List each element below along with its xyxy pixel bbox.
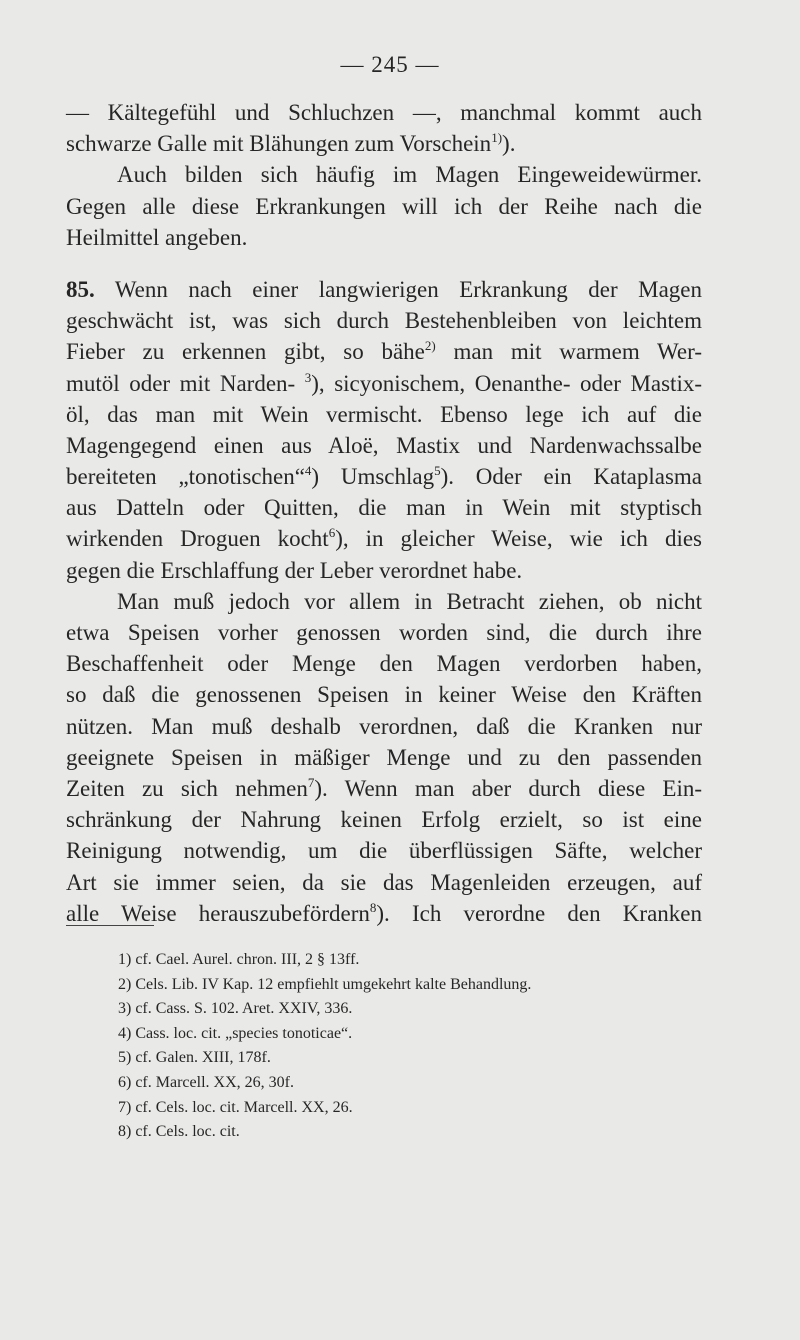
footnote: 7) cf. Cels. loc. cit. Marcell. XX, 26. [118, 1098, 353, 1116]
text-line: etwa Speisen vorher genossen worden sind, die durch ihre [66, 620, 702, 645]
footnote: 8) cf. Cels. loc. cit. [118, 1123, 240, 1141]
footnote: 5) cf. Galen. XIII, 178f. [118, 1049, 271, 1067]
body-text [66, 97, 702, 929]
footnote-ref: 4 [304, 463, 312, 479]
footnote-ref: 1) [491, 130, 503, 146]
footnotes [118, 948, 531, 1145]
footnote-ref: 5 [434, 463, 441, 479]
text-line: wirkenden Droguen kocht$^6$), in gleicher Weise, wie ich dies [66, 525, 702, 552]
text-line: gegen die Erschlaffung der Leber verordnet habe. [66, 557, 523, 583]
footnote-ref: 2) [424, 338, 436, 354]
section-number: 85. [66, 276, 95, 302]
text-line: Art sie immer seien, da sie das Magenleiden erzeugen, auf [66, 869, 702, 895]
text-line: Zeiten zu sich nehmen$^7$). Wenn man aber durch diese Ein- [66, 774, 703, 801]
text-line: Beschaffenheit oder Menge den Magen verdorben haben, [66, 651, 702, 677]
footnote-ref: 8 [369, 899, 377, 915]
footnote: 1) cf. Cael. Aurel. chron. III, 2 § 13ff. [118, 951, 360, 968]
footnote: 2) Cels. Lib. IV Kap. 12 empfiehlt umgekehrt kalte Behandlung. [118, 975, 532, 993]
text-line: nützen. Man muß deshalb verordnen, daß die Kranken nur [66, 713, 702, 739]
footnote-ref: 3 [304, 369, 312, 385]
text-line: bereiteten „tonotischen“$^4$) Umschlag$^5$). Oder ein Kataplasma [66, 463, 702, 490]
footnote: 6) cf. Marcell. XX, 26, 30f. [118, 1073, 294, 1091]
text-line: aus Datteln oder Quitten, die man in Wein mit styptisch [66, 495, 702, 521]
text-line: Auch bilden sich häufig im Magen Eingeweidewürmer. [117, 162, 702, 188]
text-line: öl, das man mit Wein vermischt. Ebenso lege ich auf die [66, 401, 702, 427]
text-line: Magengegend einen aus Aloë, Mastix und Nardenwachssalbe [66, 432, 702, 458]
footnote-ref: 7 [307, 774, 315, 790]
text-line: 85. Wenn nach einer langwierigen Erkrankung der Magen [66, 276, 702, 302]
text-line: alle Weise herauszubefördern$^8$). Ich verordne den Kranken [66, 899, 702, 926]
text-line: Gegen alle diese Erkrankungen will ich der Reihe nach die [66, 193, 702, 219]
footnote: 3) cf. Cass. S. 102. Aret. XXIV, 336. [118, 1000, 353, 1018]
text-line: schwarze Galle mit Blähungen zum Vorschein$^{1)}$). [66, 130, 516, 157]
text-line: Reinigung notwendig, um die überflüssigen Säfte, welcher [66, 838, 702, 864]
footnote: 4) Cass. loc. cit. „species tonoticae“. [118, 1024, 353, 1042]
text-line: mutöl oder mit Narden- $^3$), sicyonischem, Oenanthe- oder Mastix- [66, 369, 702, 396]
text-line: Fieber zu erkennen gibt, so bähe$^{2)}$ man mit warmem Wer- [66, 338, 702, 365]
footnote-rule [66, 925, 154, 926]
footnote-ref: 6 [328, 525, 336, 541]
text-line: so daß die genossenen Speisen in keiner Weise den Kräften [66, 682, 702, 708]
text-line: Heilmittel angeben. [66, 224, 248, 250]
text-line: geeignete Speisen in mäßiger Menge und zu den passenden [66, 744, 702, 770]
paragraph-gap [66, 253, 702, 274]
text-line: geschwächt ist, was sich durch Bestehenbleiben von leichtem [66, 308, 702, 334]
text-line: schränkung der Nahrung keinen Erfolg erzielt, so ist eine [66, 807, 702, 833]
text-line: Man muß jedoch vor allem in Betracht ziehen, ob nicht [117, 588, 702, 614]
page-number: — 245 — [340, 52, 440, 77]
text-line: — Kältegefühl und Schluchzen —, manchmal kommt auch [66, 100, 702, 125]
